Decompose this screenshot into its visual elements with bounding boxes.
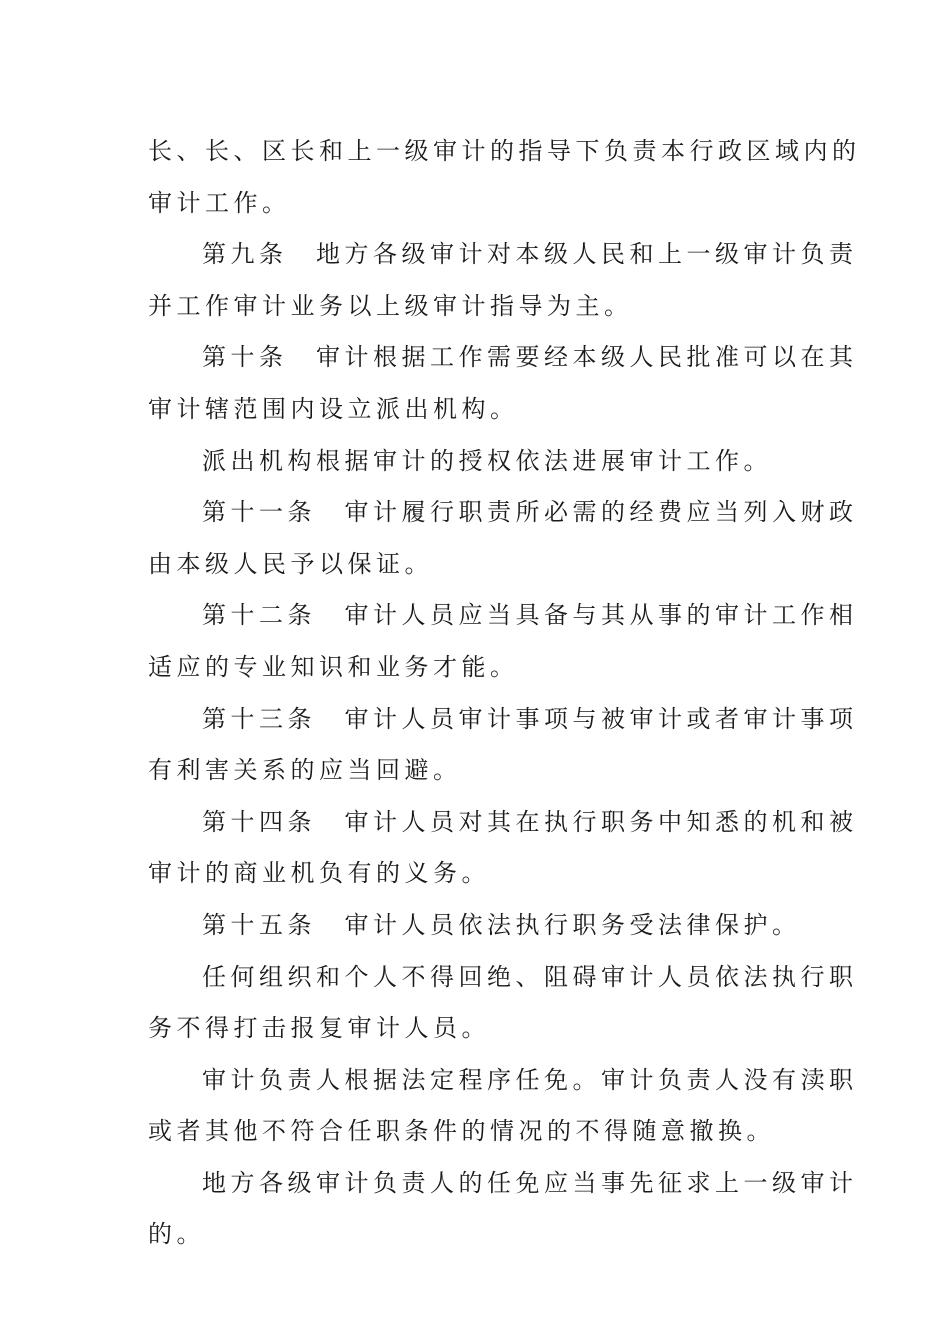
paragraph bbox=[148, 1158, 858, 1261]
text-line: 审计辖范围内设立派出机构。 bbox=[148, 394, 519, 423]
text-line: 第十条 审计根据工作需要经本级人民批准可以在其 bbox=[202, 343, 858, 372]
text-line: 第十一条 审计履行职责所必需的经费应当列入财政 bbox=[202, 498, 858, 527]
text-line: 审计负责人根据法定程序任免。审计负责人没有渎职 bbox=[202, 1065, 858, 1094]
text-line: 由本级人民予以保证。 bbox=[148, 549, 433, 578]
paragraph-article-9 bbox=[148, 229, 858, 332]
text-line: 派出机构根据审计的授权依法进展审计工作。 bbox=[202, 446, 772, 475]
paragraph bbox=[148, 952, 858, 1055]
text-line: 第十五条 审计人员依法执行职务受法律保护。 bbox=[202, 910, 801, 939]
paragraph-article-11 bbox=[148, 487, 858, 590]
text-line: 并工作审计业务以上级审计指导为主。 bbox=[148, 291, 633, 320]
text-line: 第十二条 审计人员应当具备与其从事的审计工作相 bbox=[202, 601, 858, 630]
text-line: 第十四条 审计人员对其在执行职务中知悉的机和被 bbox=[202, 807, 858, 836]
text-line: 务不得打击报复审计人员。 bbox=[148, 1014, 490, 1043]
paragraph-article-13 bbox=[148, 694, 858, 797]
paragraph bbox=[148, 126, 861, 229]
text-line: 或者其他不符合任职条件的情况的不得随意撤换。 bbox=[148, 1117, 775, 1146]
paragraph-article-14 bbox=[148, 797, 858, 900]
text-line: 审计的商业机负有的义务。 bbox=[148, 859, 490, 888]
text-line: 的。 bbox=[148, 1220, 205, 1249]
paragraph-article-12 bbox=[148, 590, 858, 693]
text-line: 地方各级审计负责人的任免应当事先征求上一级审计 bbox=[202, 1168, 858, 1197]
paragraph bbox=[148, 1055, 858, 1158]
paragraph-article-15 bbox=[148, 900, 808, 952]
text-line: 审计工作。 bbox=[148, 188, 291, 217]
paragraph bbox=[148, 436, 808, 488]
text-line: 长、长、区长和上一级审计的指导下负责本行政区域内的 bbox=[148, 137, 861, 165]
text-line: 适应的专业知识和业务才能。 bbox=[148, 652, 519, 681]
text-line: 任何组织和个人不得回绝、阻碍审计人员依法执行职 bbox=[202, 962, 858, 991]
text-line: 有利害关系的应当回避。 bbox=[148, 756, 462, 785]
paragraph-article-10 bbox=[148, 332, 858, 435]
text-line: 第十三条 审计人员审计事项与被审计或者审计事项 bbox=[202, 704, 858, 733]
text-line: 第九条 地方各级审计对本级人民和上一级审计负责 bbox=[202, 240, 858, 269]
document-body bbox=[148, 126, 861, 1261]
